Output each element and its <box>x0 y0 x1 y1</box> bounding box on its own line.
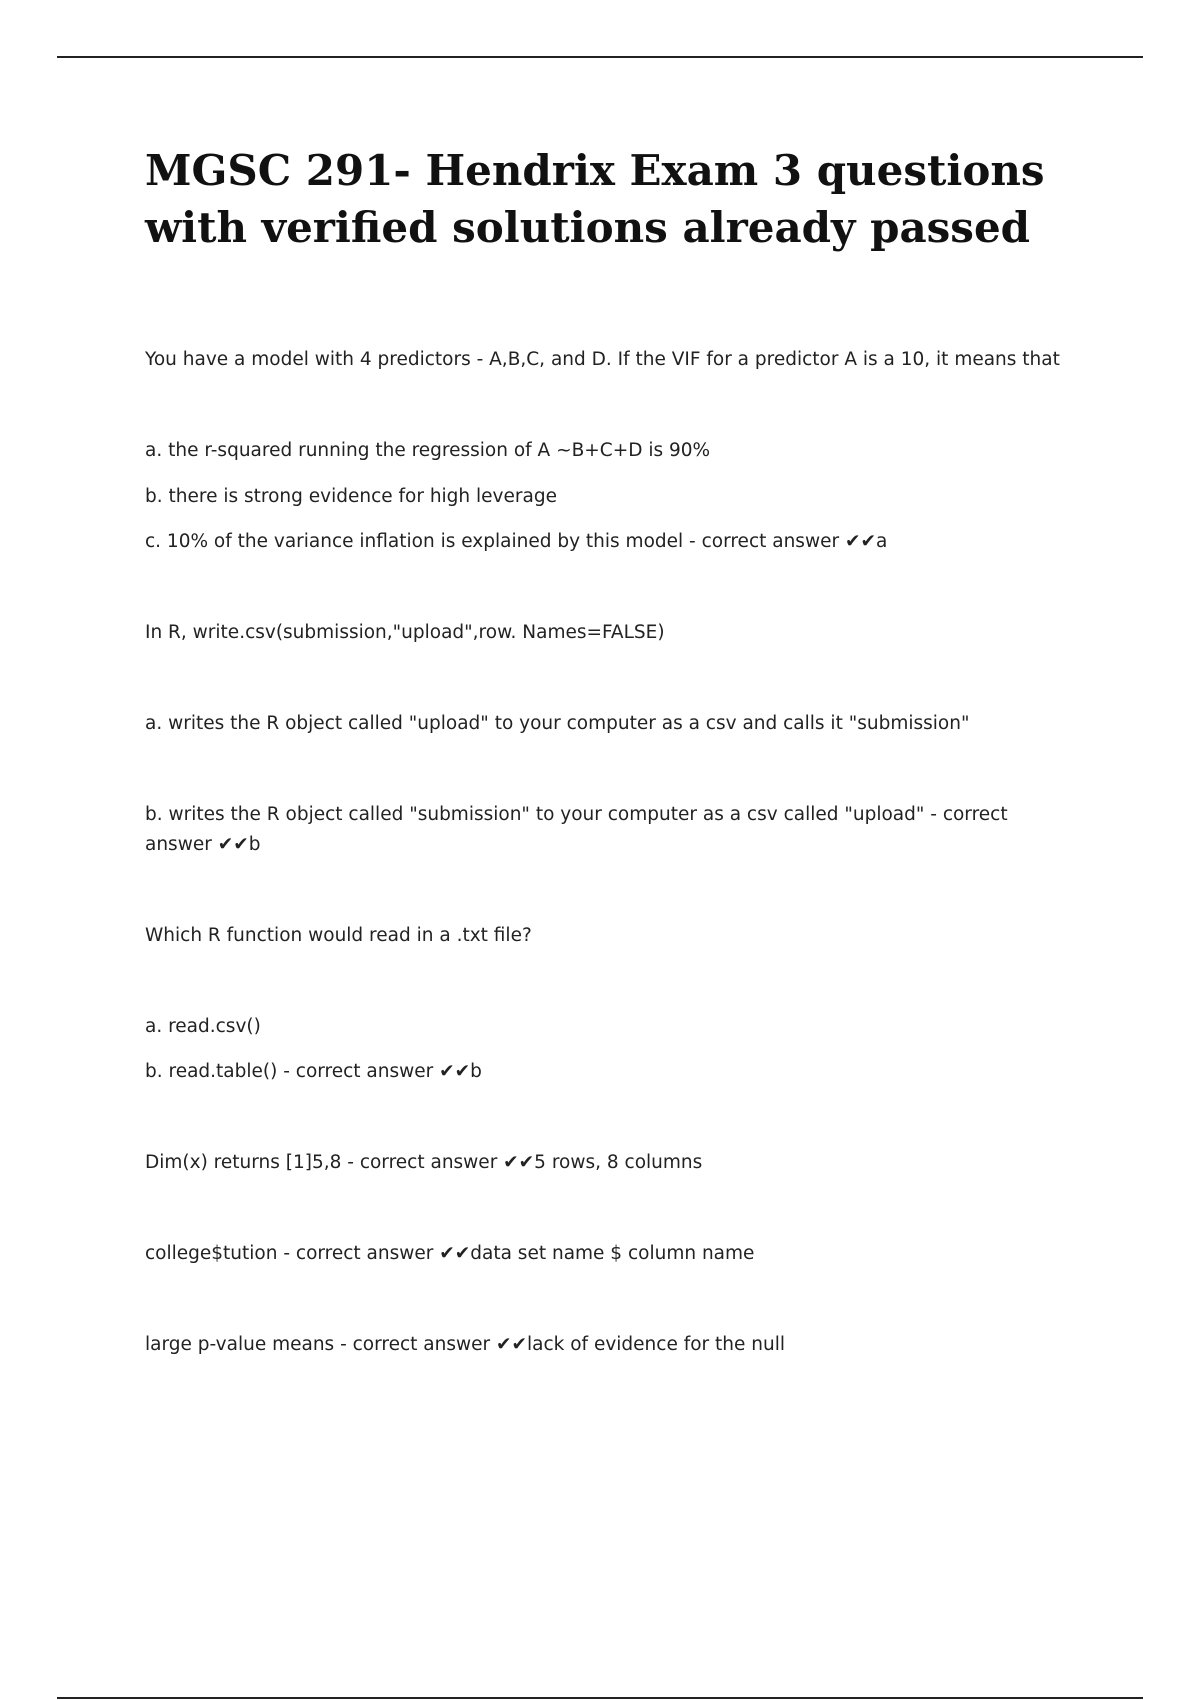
answer-option: b. there is strong evidence for high leverage <box>145 486 557 507</box>
answer-option: c. 10% of the variance inflation is explained by this model - correct answer ✔✔a <box>145 531 888 552</box>
document-title: MGSC 291- Hendrix Exam 3 questions with verified solutions already passed <box>145 146 1045 252</box>
question-line: college$tution - correct answer ✔✔data set name $ column name <box>145 1243 755 1264</box>
question-line: Which R function would read in a .txt file? <box>145 925 532 946</box>
answer-option: a. read.csv() <box>145 1016 261 1037</box>
answer-option: a. writes the R object called "upload" to your computer as a csv and calls it "submission" <box>145 713 970 734</box>
question-line: Dim(x) returns [1]5,8 - correct answer ✔✔5 rows, 8 columns <box>145 1152 703 1173</box>
answer-option: b. writes the R object called "submission" to your computer as a csv called "upload" - correct answer ✔✔b <box>145 804 1008 855</box>
question-line: large p-value means - correct answer ✔✔lack of evidence for the null <box>145 1334 785 1355</box>
question-line: You have a model with 4 predictors - A,B,C, and D. If the VIF for a predictor A is a 10, it means that <box>145 349 1060 370</box>
answer-option: a. the r-squared running the regression of A ~B+C+D is 90% <box>145 440 711 461</box>
answer-option: b. read.table() - correct answer ✔✔b <box>145 1061 482 1082</box>
question-line: In R, write.csv(submission,"upload",row. Names=FALSE) <box>145 622 665 643</box>
top-rule <box>57 56 1143 58</box>
bottom-rule <box>57 1697 1143 1699</box>
